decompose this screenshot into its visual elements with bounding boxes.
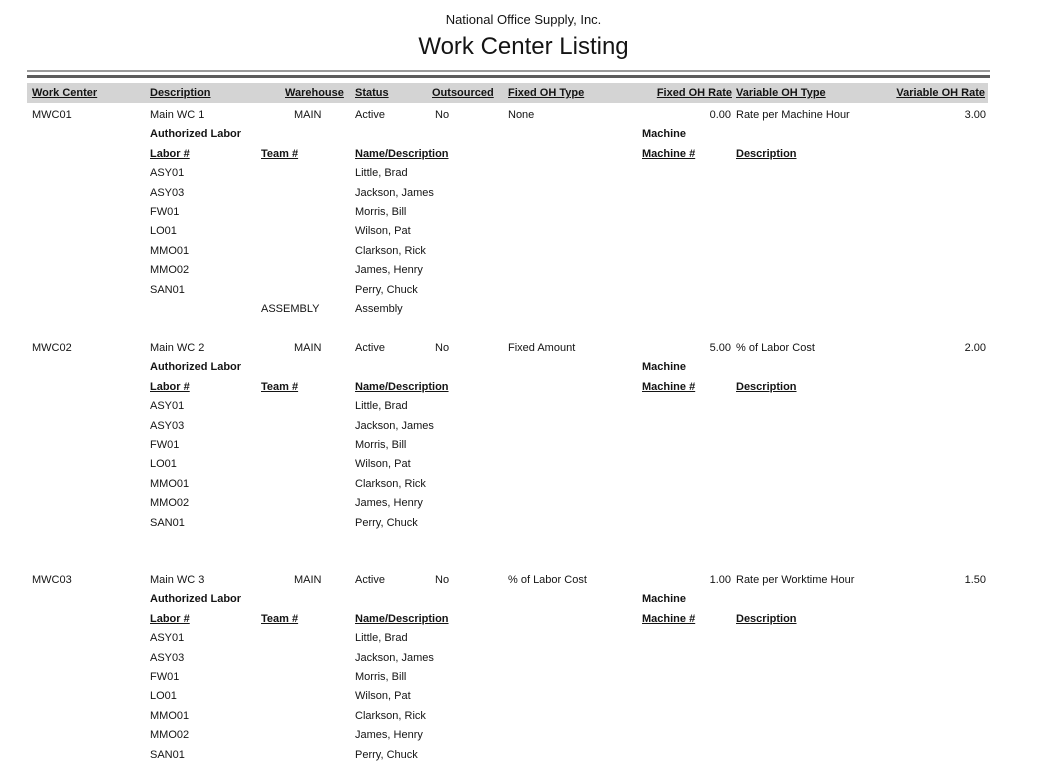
sub-header-name-description: Name/Description [355, 380, 449, 393]
labor-name: James, Henry [355, 497, 423, 510]
work-center-variable-oh-rate: 2.00 [964, 342, 986, 354]
page-title: Work Center Listing [418, 33, 629, 60]
labor-row [0, 281, 1047, 300]
labor-row [0, 436, 1047, 455]
sub-header-name-description: Name/Description [355, 612, 449, 625]
labor-row [0, 726, 1047, 745]
sub-header-row [0, 145, 1047, 164]
work-center-variable-oh-type: Rate per Worktime Hour [736, 574, 855, 586]
labor-no: ASY03 [150, 419, 185, 432]
labor-row [0, 455, 1047, 474]
authorized-labor-label: Authorized Labor [150, 361, 242, 374]
work-center-status: Active [355, 109, 385, 121]
sub-header-machine-description: Description [736, 612, 797, 625]
labor-no: MMO02 [150, 729, 190, 742]
labor-no: ASY01 [150, 632, 185, 645]
sub-header-team-no: Team # [261, 147, 299, 160]
work-center-fixed-oh-rate: 5.00 [709, 342, 731, 354]
title-rule-dark [27, 75, 990, 78]
col-header-fixed-oh-type: Fixed OH Type [508, 87, 585, 99]
work-center-description: Main WC 1 [150, 109, 205, 121]
work-center-status: Active [355, 574, 385, 586]
col-header-outsourced: Outsourced [432, 87, 494, 99]
work-center-row [0, 106, 1047, 125]
team-row [0, 300, 1047, 319]
sub-header-name-description: Name/Description [355, 147, 449, 160]
sub-header-labor-no: Labor # [150, 612, 190, 625]
work-center-warehouse: MAIN [294, 109, 322, 121]
labor-name: James, Henry [355, 729, 423, 742]
work-center-variable-oh-rate: 1.50 [964, 574, 986, 586]
sub-header-team-no: Team # [261, 380, 299, 393]
labor-row [0, 494, 1047, 513]
team-no: ASSEMBLY [261, 302, 320, 315]
labor-no: MMO02 [150, 264, 190, 277]
work-center-fixed-oh-type: None [508, 109, 535, 121]
work-center-outsourced: No [435, 109, 450, 121]
labor-name: Morris, Bill [355, 205, 407, 218]
labor-name: Little, Brad [355, 632, 408, 645]
labor-name: Perry, Chuck [355, 516, 418, 529]
labor-name: Wilson, Pat [355, 458, 411, 471]
labor-row [0, 514, 1047, 533]
work-center-code: MWC02 [32, 342, 72, 354]
labor-name: Perry, Chuck [355, 748, 418, 761]
labor-row [0, 668, 1047, 687]
labor-name: Jackson, James [355, 186, 434, 199]
labor-name: Perry, Chuck [355, 283, 418, 296]
company-name: National Office Supply, Inc. [445, 12, 602, 27]
work-center-warehouse: MAIN [294, 574, 322, 586]
labor-no: FW01 [150, 670, 180, 683]
work-center-fixed-oh-type: Fixed Amount [508, 342, 576, 354]
machine-label: Machine [642, 361, 687, 374]
labor-no: MMO01 [150, 244, 190, 257]
authorized-labor-label: Authorized Labor [150, 593, 242, 606]
section-label-row [0, 358, 1047, 377]
section-label-row [0, 125, 1047, 144]
labor-row [0, 242, 1047, 261]
labor-name: Clarkson, Rick [355, 477, 426, 490]
work-center-row [0, 339, 1047, 358]
labor-row [0, 417, 1047, 436]
sub-header-machine-description: Description [736, 380, 797, 393]
labor-no: MMO02 [150, 497, 190, 510]
work-center-block [0, 339, 1047, 533]
work-center-fixed-oh-rate: 1.00 [709, 574, 731, 586]
sub-header-machine-no: Machine # [642, 147, 696, 160]
team-name: Assembly [355, 302, 403, 315]
labor-row [0, 475, 1047, 494]
work-center-description: Main WC 2 [150, 342, 205, 354]
labor-no: SAN01 [150, 748, 185, 761]
labor-name: Morris, Bill [355, 670, 407, 683]
labor-no: MMO01 [150, 477, 190, 490]
work-center-variable-oh-type: % of Labor Cost [736, 342, 815, 354]
sub-header-labor-no: Labor # [150, 380, 190, 393]
work-center-block [0, 571, 1047, 765]
sub-header-row [0, 378, 1047, 397]
col-header-variable-oh-type: Variable OH Type [736, 87, 826, 99]
work-center-code: MWC01 [32, 109, 72, 121]
authorized-labor-label: Authorized Labor [150, 128, 242, 141]
work-center-description: Main WC 3 [150, 574, 205, 586]
labor-name: Morris, Bill [355, 438, 407, 451]
labor-row [0, 184, 1047, 203]
col-header-work-center: Work Center [32, 87, 98, 99]
labor-no: ASY03 [150, 651, 185, 664]
machine-label: Machine [642, 128, 687, 141]
work-center-block [0, 106, 1047, 319]
labor-name: Little, Brad [355, 400, 408, 413]
labor-name: Little, Brad [355, 167, 408, 180]
labor-no: LO01 [150, 458, 177, 471]
labor-row [0, 746, 1047, 765]
labor-name: Jackson, James [355, 419, 434, 432]
labor-no: FW01 [150, 205, 180, 218]
labor-name: Wilson, Pat [355, 690, 411, 703]
labor-no: SAN01 [150, 516, 185, 529]
work-center-variable-oh-rate: 3.00 [964, 109, 986, 121]
labor-row [0, 261, 1047, 280]
labor-row [0, 629, 1047, 648]
machine-label: Machine [642, 593, 687, 606]
labor-no: ASY01 [150, 400, 185, 413]
work-center-fixed-oh-type: % of Labor Cost [508, 574, 587, 586]
col-header-fixed-oh-rate: Fixed OH Rate [656, 87, 732, 99]
title-rule-light [27, 70, 990, 72]
labor-no: FW01 [150, 438, 180, 451]
labor-row [0, 397, 1047, 416]
work-center-variable-oh-type: Rate per Machine Hour [736, 109, 850, 121]
labor-name: Clarkson, Rick [355, 709, 426, 722]
sub-header-machine-no: Machine # [642, 380, 696, 393]
labor-row [0, 203, 1047, 222]
labor-no: MMO01 [150, 709, 190, 722]
labor-no: LO01 [150, 690, 177, 703]
sub-header-machine-description: Description [736, 147, 797, 160]
work-center-warehouse: MAIN [294, 342, 322, 354]
labor-no: LO01 [150, 225, 177, 238]
sub-header-team-no: Team # [261, 612, 299, 625]
sub-header-labor-no: Labor # [150, 147, 190, 160]
col-header-description: Description [150, 87, 211, 99]
column-header-row [27, 83, 988, 103]
work-center-row [0, 571, 1047, 590]
labor-row [0, 687, 1047, 706]
labor-name: Wilson, Pat [355, 225, 411, 238]
labor-name: Clarkson, Rick [355, 244, 426, 257]
work-center-status: Active [355, 342, 385, 354]
sub-header-machine-no: Machine # [642, 612, 696, 625]
work-center-fixed-oh-rate: 0.00 [709, 109, 731, 121]
labor-row [0, 649, 1047, 668]
section-label-row [0, 590, 1047, 609]
work-center-outsourced: No [435, 574, 450, 586]
col-header-variable-oh-rate: Variable OH Rate [896, 87, 985, 99]
labor-no: ASY03 [150, 186, 185, 199]
labor-row [0, 164, 1047, 183]
labor-row [0, 707, 1047, 726]
work-center-code: MWC03 [32, 574, 72, 586]
labor-no: ASY01 [150, 167, 185, 180]
labor-row [0, 222, 1047, 241]
col-header-warehouse: Warehouse [285, 87, 344, 99]
labor-no: SAN01 [150, 283, 185, 296]
labor-name: James, Henry [355, 264, 423, 277]
work-center-outsourced: No [435, 342, 450, 354]
sub-header-row [0, 610, 1047, 629]
labor-name: Jackson, James [355, 651, 434, 664]
col-header-status: Status [355, 87, 389, 99]
